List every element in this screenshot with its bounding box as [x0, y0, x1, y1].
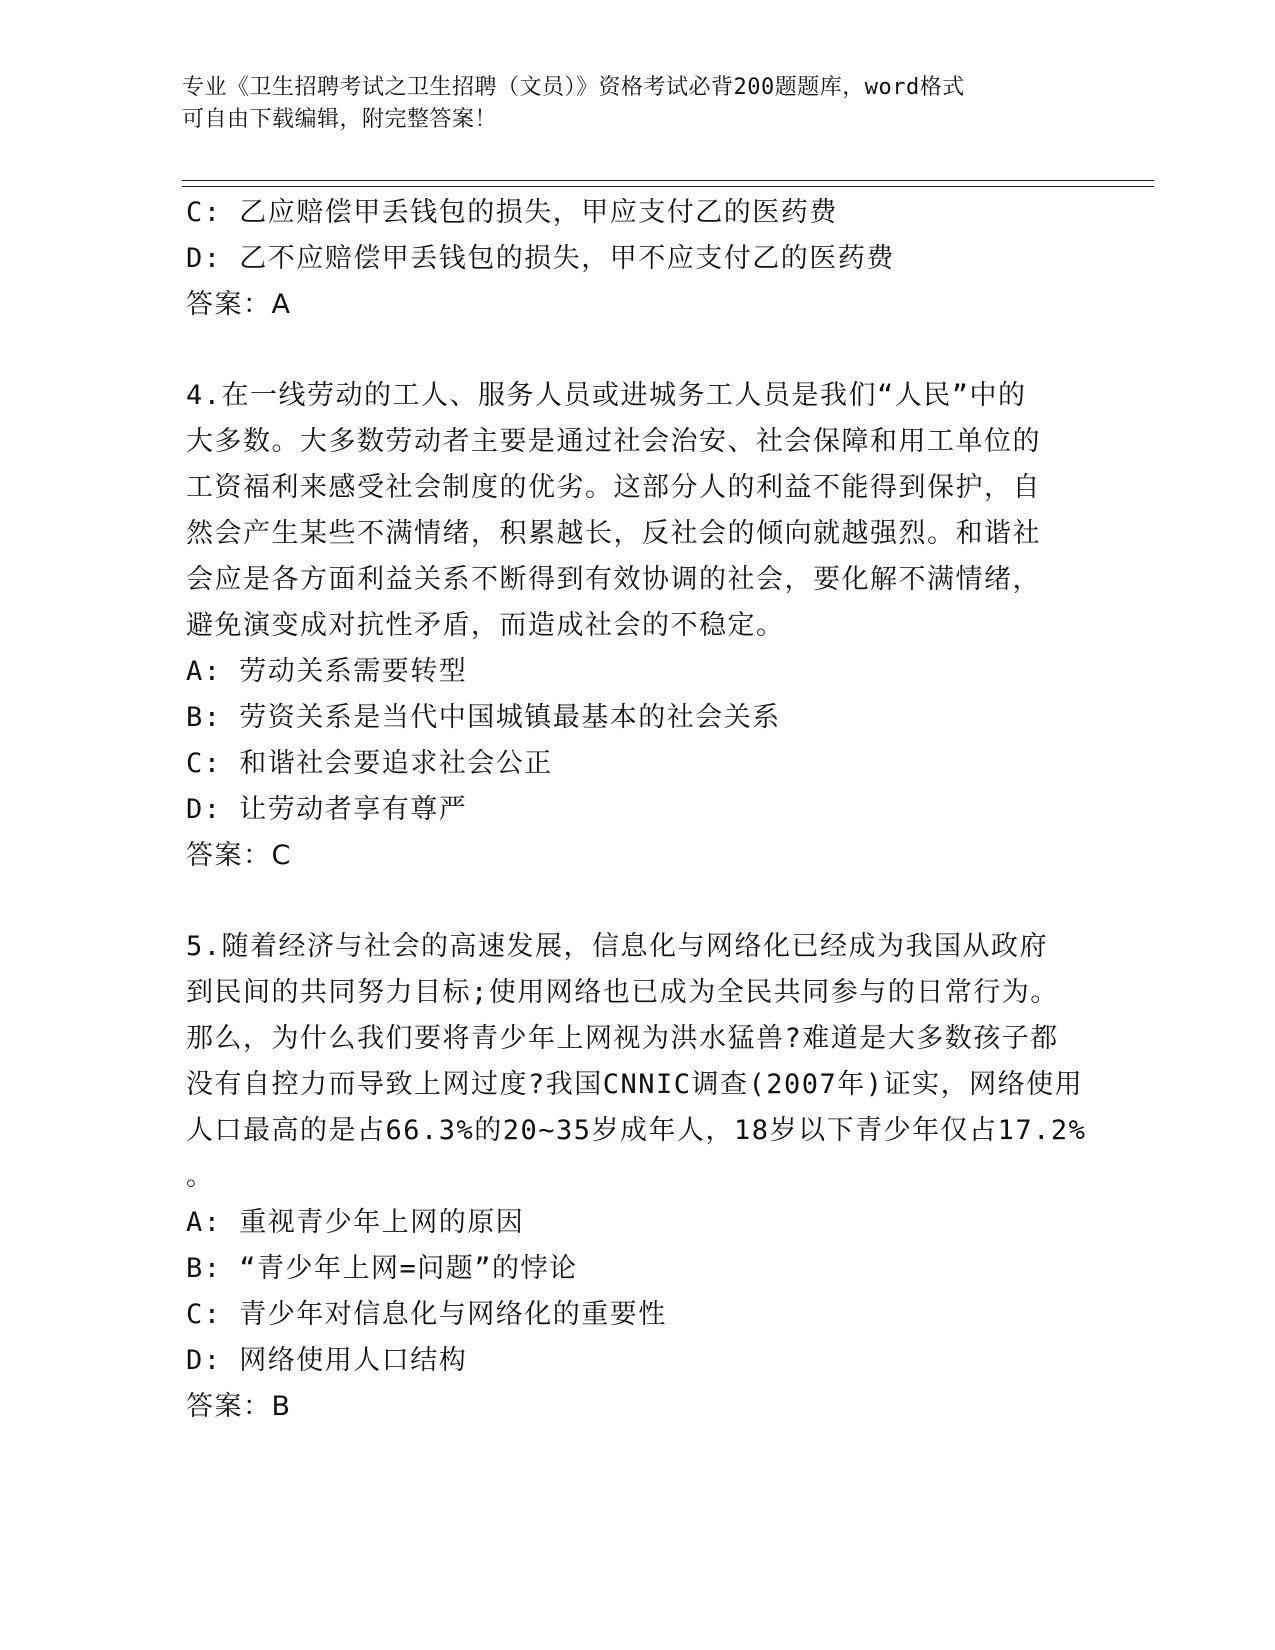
header-rule-top — [182, 180, 1154, 181]
document-header — [182, 72, 1082, 136]
option-c: C: 乙应赔偿甲丢钱包的损失，甲应支付乙的医药费 — [186, 197, 838, 228]
option-b: B: “青少年上网=问题”的悖论 — [186, 1253, 578, 1284]
question-stem-line: 没有自控力而导致上网过度?我国CNNIC调查(2007年)证实，网络使用 — [186, 1069, 1084, 1100]
answer-label: 答案：A — [186, 289, 292, 320]
spacer — [186, 328, 1086, 373]
option-d: D: 乙不应赔偿甲丢钱包的损失，甲不应支付乙的医药费 — [186, 243, 895, 274]
header-line-2: 可自由下载编辑，附完整答案！ — [182, 107, 498, 132]
option-c: C: 和谐社会要追求社会公正 — [186, 748, 553, 779]
option-d: D: 让劳动者享有尊严 — [186, 794, 468, 825]
question-3-tail — [186, 190, 1086, 328]
question-stem-line: 那么，为什么我们要将青少年上网视为洪水猛兽?难道是大多数孩子都 — [186, 1023, 1059, 1054]
question-stem-line: 大多数。大多数劳动者主要是通过社会治安、社会保障和用工单位的 — [186, 426, 1041, 457]
answer-label: 答案：B — [186, 1391, 292, 1422]
question-stem-line: 5.随着经济与社会的高速发展，信息化与网络化已经成为我国从政府 — [186, 931, 1049, 962]
question-stem-line: 然会产生某些不满情绪，积累越长，反社会的倾向就越强烈。和谐社 — [186, 518, 1041, 549]
question-stem-line: 人口最高的是占66.3%的20~35岁成年人，18岁以下青少年仅占17.2% — [186, 1115, 1087, 1146]
question-5 — [186, 924, 1086, 1430]
question-stem-line: 工资福利来感受社会制度的优劣。这部分人的利益不能得到保护，自 — [186, 472, 1041, 503]
header-rule-bottom — [182, 186, 1154, 187]
answer-label: 答案：C — [186, 840, 292, 871]
question-stem-line: 4.在一线劳动的工人、服务人员或进城务工人员是我们“人民”中的 — [186, 380, 1027, 411]
option-a: A: 劳动关系需要转型 — [186, 656, 468, 687]
document-body — [186, 190, 1086, 1430]
header-line-1: 专业《卫生招聘考试之卫生招聘（文员）》资格考试必背200题题库，word格式 — [182, 75, 965, 100]
option-a: A: 重视青少年上网的原因 — [186, 1207, 525, 1238]
option-b: B: 劳资关系是当代中国城镇最基本的社会关系 — [186, 702, 781, 733]
question-stem-line: 会应是各方面利益关系不断得到有效协调的社会，要化解不满情绪， — [186, 564, 1041, 595]
question-stem-line: 避免演变成对抗性矛盾，而造成社会的不稳定。 — [186, 610, 785, 641]
option-d: D: 网络使用人口结构 — [186, 1345, 468, 1376]
question-4 — [186, 373, 1086, 879]
question-stem-line: 到民间的共同努力目标;使用网络也已成为全民共同参与的日常行为。 — [186, 977, 1059, 1008]
spacer — [186, 879, 1086, 924]
option-c: C: 青少年对信息化与网络化的重要性 — [186, 1299, 667, 1330]
question-stem-line: 。 — [186, 1161, 215, 1192]
